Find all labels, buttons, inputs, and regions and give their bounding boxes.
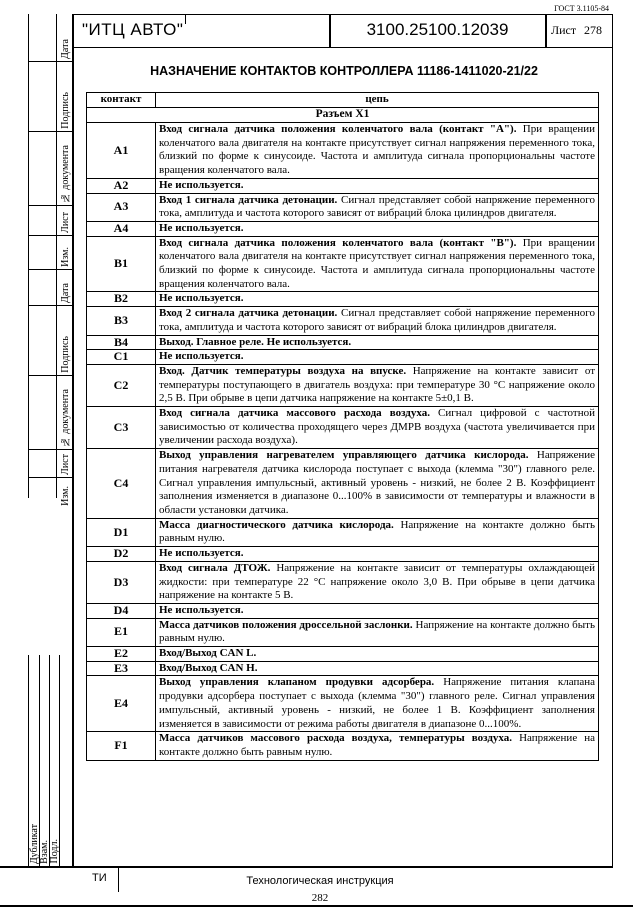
circuit-description <box>156 236 599 292</box>
contact-pin: E2 <box>87 647 156 662</box>
frame-right-border <box>612 14 613 866</box>
circuit-name: Не используется. <box>159 547 244 560</box>
circuit-name: Масса датчиков положения дроссельной заслонки. <box>159 618 413 631</box>
circuit-name: Не используется. <box>159 221 244 234</box>
duplicate-stamp-strip <box>28 655 72 866</box>
stamp-sheet-label: Лист <box>60 454 71 475</box>
column-header-contact: контакт <box>87 93 156 108</box>
table-row <box>87 561 599 603</box>
contact-pin: D2 <box>87 547 156 562</box>
table-row <box>87 178 599 193</box>
contact-pin: B1 <box>87 236 156 292</box>
stamp-date-label: Дата <box>60 283 71 303</box>
contact-pin: A3 <box>87 193 156 221</box>
circuit-description <box>156 364 599 406</box>
stamp-signature-label: Подпись <box>60 92 71 129</box>
stamp-doc-number-label: № документа <box>60 144 71 203</box>
circuit-description <box>156 193 599 221</box>
table-row <box>87 350 599 365</box>
stamp-sheet-label: Лист <box>60 212 71 233</box>
circuit-name: Не используется. <box>159 350 244 363</box>
table-row <box>87 335 599 350</box>
table-row <box>87 547 599 562</box>
circuit-name: Вход 2 сигнала датчика детонации. <box>159 307 338 320</box>
circuit-details: Напряжение на контакте должно быть равным нулю. <box>159 732 595 758</box>
stamp-change-label: Изм. <box>60 486 71 506</box>
circuit-name: Вход 1 сигнала датчика детонации. <box>159 193 338 206</box>
circuit-name: Вход сигнала датчика положения коленчатого вала (контакт "B"). <box>159 236 517 249</box>
circuit-description <box>156 547 599 562</box>
circuit-details: Напряжение питания клапана продувки адсорбера поступает с выхода (клемма "30") главного реле. Сигнал управления импульсный, активный уровень - низкий, не более 1 В. Коэффициент заполнения изменяется в зависимости от режима работы двигателя в диапазоне 0...100%. <box>159 676 595 730</box>
table-row <box>87 449 599 519</box>
revision-stamp-strip <box>28 14 72 506</box>
gost-label: ГОСТ 3.1105-84 <box>554 4 609 13</box>
circuit-name: Масса датчиков массового расхода воздуха, температуры воздуха. <box>159 732 513 745</box>
circuit-details: Сигнал цифровой с частотной зависимостью от количества проходящего через ДМРВ воздуха (частота увеличивается при увеличении расхода воздуха). <box>159 407 595 447</box>
stamp-change-label: Изм. <box>60 247 71 267</box>
page-title: НАЗНАЧЕНИЕ КОНТАКТОВ КОНТРОЛЛЕРА 11186-1411020-21/22 <box>150 64 538 78</box>
table-row <box>87 676 599 732</box>
circuit-description <box>156 307 599 335</box>
stamp-signature-label: Подпись <box>60 336 71 373</box>
circuit-name: Вход сигнала датчика положения коленчатого вала (контакт "A"). <box>159 123 517 135</box>
contact-pin: A1 <box>87 123 156 179</box>
contact-pin: E3 <box>87 661 156 676</box>
circuit-description <box>156 350 599 365</box>
header-tick <box>185 14 186 24</box>
document-code: 3100.25100.12039 <box>366 20 509 39</box>
contact-pin: C3 <box>87 407 156 449</box>
sheet-number: 278 <box>584 23 602 37</box>
circuit-details: Сигнал представляет собой напряжение переменного тока, амплитуда и частота которого зависят от вибраций блока цилиндров двигателя. <box>159 307 595 333</box>
circuit-description <box>156 407 599 449</box>
circuit-description <box>156 618 599 646</box>
table-row <box>87 221 599 236</box>
column-header-circuit: цепь <box>156 93 599 108</box>
stamp-duplicate-label: Дубликат <box>29 823 40 864</box>
circuit-name: Выход управления клапаном продувки адсорбера. <box>159 676 435 689</box>
circuit-description <box>156 676 599 732</box>
contact-pin: D4 <box>87 603 156 618</box>
circuit-details: Напряжение на контакте должно быть равным нулю. <box>159 618 595 645</box>
stamp-date-label: Дата <box>60 39 71 59</box>
table-row <box>87 364 599 406</box>
company-name: "ИТЦ АВТО" <box>82 20 184 39</box>
circuit-name: Вход. Датчик температуры воздуха на впуске. <box>159 364 407 377</box>
header-divider <box>545 14 547 48</box>
circuit-name: Не используется. <box>159 603 244 616</box>
contact-pin: A2 <box>87 178 156 193</box>
circuit-description <box>156 221 599 236</box>
circuit-name: Выход управления нагревателем управляющего датчика кислорода. <box>159 449 529 462</box>
table-row <box>87 732 599 760</box>
circuit-description <box>156 561 599 603</box>
table-row <box>87 618 599 646</box>
footer-code: ТИ <box>92 872 107 884</box>
frame-left-border <box>72 14 74 866</box>
contact-pin: C1 <box>87 350 156 365</box>
circuit-details: Напряжение на контакте зависит от температуры поступающего в двигатель воздуха: при температуре 30 °C напряжение около 2,5 В. При обрыве в цепи датчика напряжение на контакте 5±0,1 В. <box>159 364 596 405</box>
contact-pin: E4 <box>87 676 156 732</box>
circuit-name: Масса диагностического датчика кислорода. <box>159 518 394 531</box>
footer-title: Технологическая инструкция <box>246 875 394 887</box>
circuit-description <box>156 647 599 662</box>
contact-pin: D1 <box>87 518 156 546</box>
page-number: 282 <box>311 892 329 904</box>
circuit-details: Сигнал представляет собой напряжение переменного тока, амплитуда и частота которого зависят от вибраций блока цилиндров двигателя. <box>159 193 595 220</box>
circuit-name: Вход сигнала ДТОЖ. <box>159 561 271 574</box>
table-row <box>87 603 599 618</box>
circuit-name: Выход. Главное реле. Не используется. <box>159 335 352 348</box>
stamp-doc-number-label: № документа <box>60 388 71 447</box>
table-row <box>87 661 599 676</box>
table-row <box>87 518 599 546</box>
stamp-original-label: Подл. <box>49 839 60 864</box>
contact-pin: E1 <box>87 618 156 646</box>
sheet-label: Лист <box>551 23 577 37</box>
circuit-details: Напряжение на контакте зависит от температуры охлаждающей жидкости: при температуре 22 °C напряжение около 3,0 В. При обрыве в цепи датчика напряжение на контакте 5 В. <box>159 561 595 602</box>
contact-pin: B2 <box>87 292 156 307</box>
circuit-name: Вход/Выход CAN H. <box>159 661 258 674</box>
circuit-description <box>156 178 599 193</box>
stamp-replace-label: Взам. <box>39 840 50 864</box>
circuit-details: При вращении коленчатого вала двигателя на контакте присутствует сигнал напряжения переменного тока, близкий по форме к синусоиде. Частота и амплитуда сигнала пропорциональны частоте вращения коленчатого вала. <box>159 123 595 177</box>
contact-pin: B4 <box>87 335 156 350</box>
circuit-description <box>156 123 599 179</box>
circuit-details: Напряжение питания нагревателя датчика кислорода поступает с выхода (клемма "30") главного реле. Сигнал управления импульсный, активный уровень - низкий, не более 2 В. Коэффициент заполнения изменяется в диапазоне 0...100% в зависимости от температуры и влажности в области установки датчика. <box>159 449 595 516</box>
circuit-description <box>156 732 599 760</box>
contact-pin: C4 <box>87 449 156 519</box>
circuit-description <box>156 335 599 350</box>
footer-divider <box>118 868 119 892</box>
table-row <box>87 307 599 335</box>
contacts-table <box>86 92 599 761</box>
table-row <box>87 236 599 292</box>
connector-title: Разъем X1 <box>87 108 599 123</box>
table-row <box>87 407 599 449</box>
contact-pin: C2 <box>87 364 156 406</box>
circuit-name: Вход/Выход CAN L. <box>159 647 257 660</box>
circuit-details: Напряжение на контакте должно быть равным нулю. <box>159 518 595 545</box>
page-bottom-line <box>0 905 633 907</box>
contact-pin: F1 <box>87 732 156 760</box>
circuit-description <box>156 661 599 676</box>
circuit-name: Не используется. <box>159 178 244 191</box>
table-row <box>87 123 599 179</box>
circuit-description <box>156 518 599 546</box>
table-row <box>87 292 599 307</box>
table-row <box>87 647 599 662</box>
contact-pin: D3 <box>87 561 156 603</box>
circuit-description <box>156 449 599 519</box>
circuit-description <box>156 292 599 307</box>
header-divider <box>329 14 331 48</box>
circuit-details: При вращении коленчатого вала двигателя на контакте присутствует сигнал напряжения переменного тока, близкий по форме к синусоиде. Частота и амплитуда сигнала пропорциональны частоте вращения коленчатого вала. <box>159 236 596 290</box>
table-row <box>87 193 599 221</box>
frame-bottom-border <box>0 866 613 868</box>
circuit-name: Вход сигнала датчика массового расхода воздуха. <box>159 407 430 420</box>
circuit-name: Не используется. <box>159 292 244 305</box>
contact-pin: A4 <box>87 221 156 236</box>
contact-pin: B3 <box>87 307 156 335</box>
circuit-description <box>156 603 599 618</box>
